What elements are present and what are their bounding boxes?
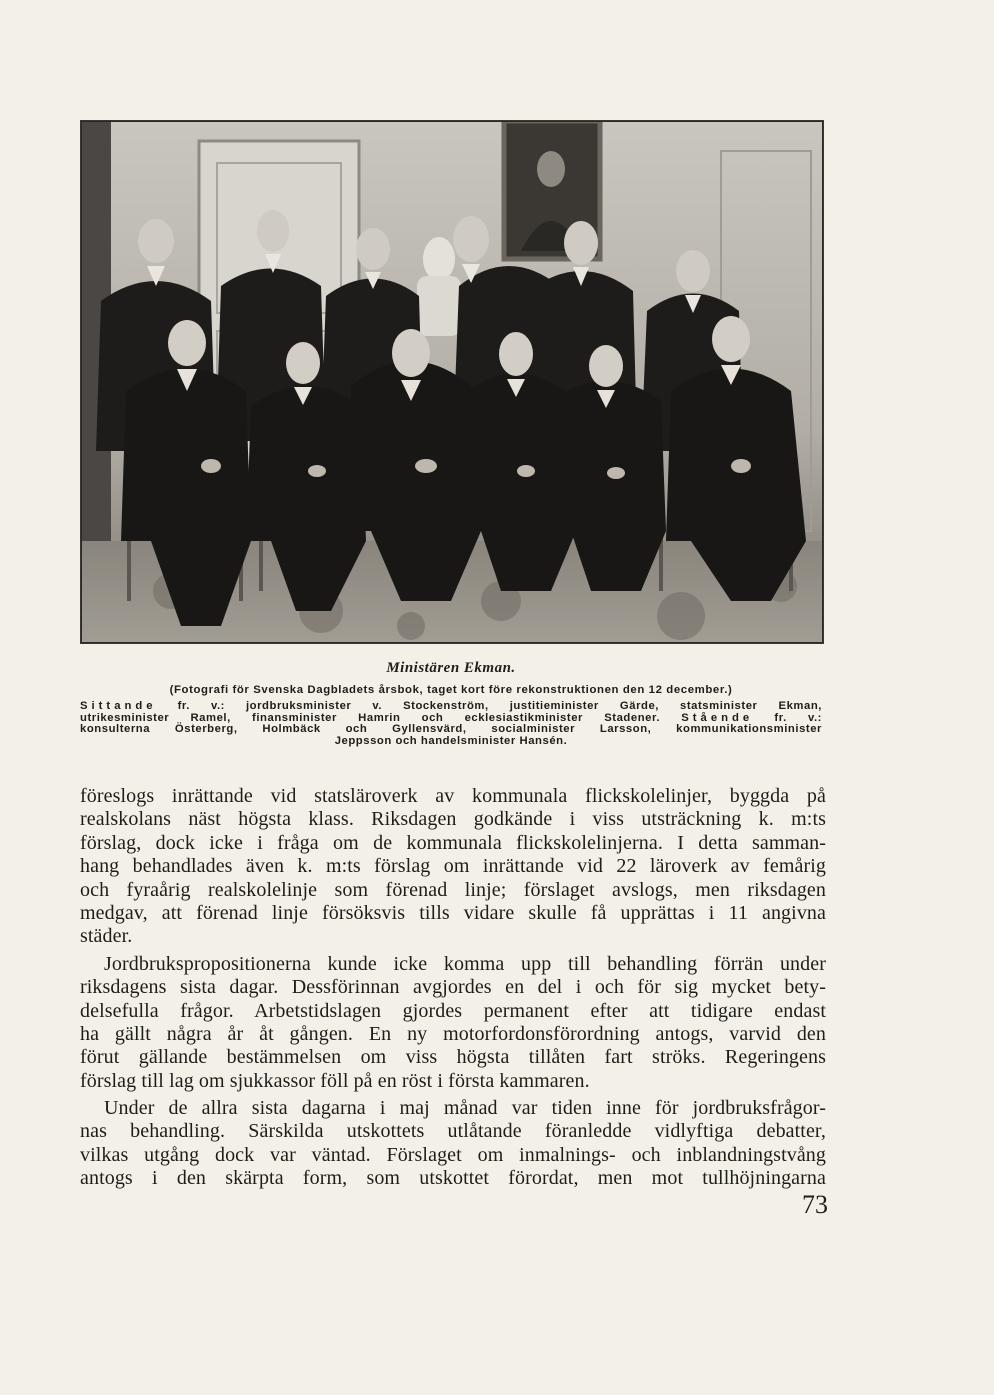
body-text [80, 785, 826, 1191]
photo-caption-names [80, 701, 822, 747]
text-line: förslag, dock icke i fråga om de kommunala flickskolelinjerna. I detta samman- [80, 831, 826, 854]
caption-line: konsulterna Österberg, Holmbäck och Gyllensvärd, socialminister Larsson, kommunikationsminister [80, 723, 822, 735]
text-line: föreslogs inrättande vid statsläroverk av kommunala flickskolelinjer, byggda på [80, 785, 826, 807]
photo-caption-title: Ministären Ekman. [386, 660, 516, 676]
text-line: Under de allra sista dagarna i maj månad var tiden inne för jordbruksfrågor- [104, 1097, 826, 1120]
text-line: hang behandlades även k. m:ts förslag om inrättande vid 22 läroverk av femårig [80, 855, 826, 878]
caption-line-text: utrikesminister Ramel, finansminister Hamrin och ecklesiastikminister Stadener. [80, 711, 661, 724]
text-line: förslag till lag om sjukkassor föll på en röst i första kammaren. [80, 1069, 590, 1092]
text-line: realskolans näst högsta klass. Riksdagen godkände i viss utsträckning k. m:ts [80, 808, 826, 831]
caption-line-text: fr. v.: jordbruksminister v. Stockenström, justitieminister Gärde, statsminister Ekman, [156, 700, 822, 712]
text-line: och fyraårig realskolelinje som förenad linje; förslaget avslogs, men riksdagen [80, 878, 826, 901]
caption-line: Jeppsson och handelsminister Hansén. [334, 734, 568, 747]
text-line: riksdagens sista dagar. Dessförinnan avgjordes en del i och för sig mycket bety- [80, 976, 826, 999]
text-line: nas behandling. Särskilda utskottets utlåtande föranledde vidlyftiga debatter, [80, 1120, 826, 1143]
text-line: ha gällt några år åt gången. En ny motorfordonsförordning antogs, varvid den [80, 1022, 826, 1045]
photograph-illustration [81, 121, 823, 643]
cabinet-group-photograph [80, 120, 824, 644]
text-line: antogs i den skärpta form, som utskottet förordat, men mot tullhöjningarna [80, 1167, 826, 1190]
text-line: Jordbrukspropositionerna kunde icke komma upp till behandling förrän under [104, 952, 826, 975]
caption-seated-label: Sittande [80, 700, 157, 712]
page-number: 73 [802, 1190, 828, 1219]
caption-line-text: fr. v.: [753, 711, 822, 724]
text-line: förut gällande bestämmelsen om viss högsta tillåten fart ströks. Regeringens [80, 1046, 826, 1069]
text-line: delsefulla frågor. Arbetstidslagen gjordes permanent efter att tidigare endast [80, 999, 826, 1022]
text-line: städer. [80, 925, 133, 948]
text-line: vilkas utgång dock var väntad. Förslaget om inmalnings- och inblandningstvång [80, 1143, 826, 1166]
caption-standing-label: Stående [681, 711, 754, 724]
photo-caption-credit: (Fotografi för Svenska Dagbladets årsbok, taget kort före rekonstruktionen den 12 december.) [169, 684, 733, 696]
text-line: medgav, att förenad linje försöksvis tills vidare skulle få upprättas i 11 angivna [80, 901, 826, 924]
